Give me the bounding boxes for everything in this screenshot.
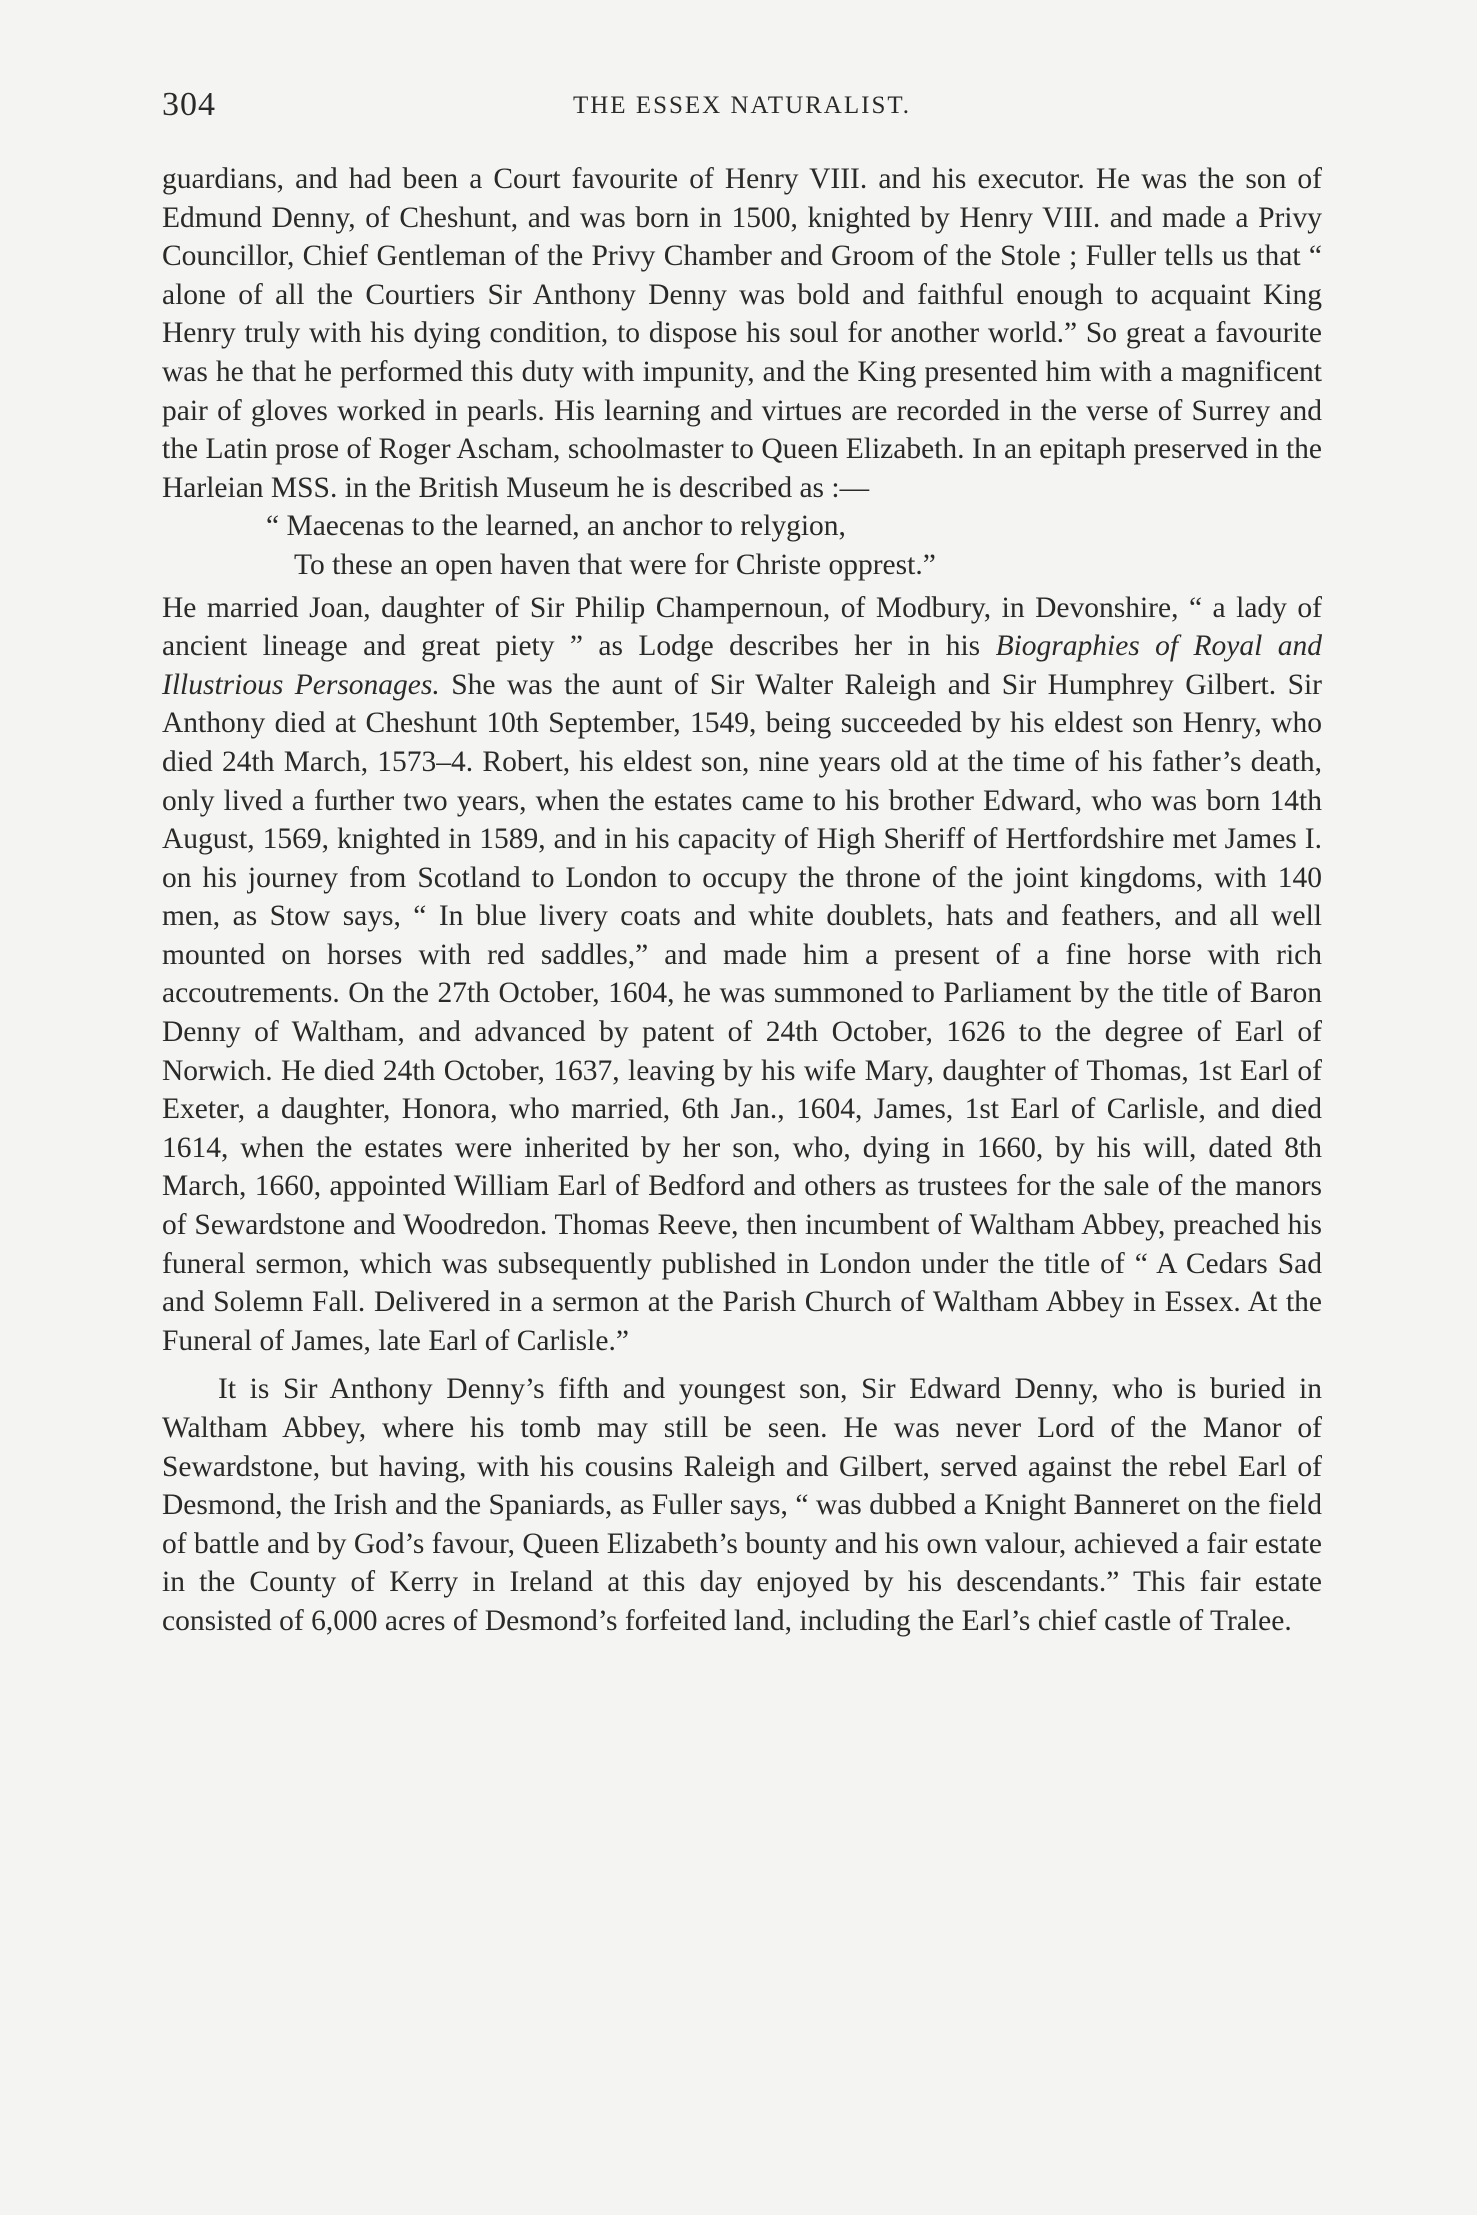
book-title: Biographies of Royal and Illustrious Personages. [162,630,1322,701]
epitaph-quote [162,507,1322,584]
paragraph-3: It is Sir Anthony Denny’s fifth and youngest son, Sir Edward Denny, who is buried in Waltham Abbey, where his tomb may still be seen. He was never Lord of the Manor of Sewardstone, but having, with his cousins Raleigh and Gilbert, served against the rebel Earl of Desmond, the Irish and the Spaniards, as Fuller says, “ was dubbed a Knight Banneret on the field of battle and by God’s favour, Queen Elizabeth’s bounty and his own valour, achieved a fair estate in the County of Kerry in Ireland at this day enjoyed by his descendants.” This fair estate consisted of 6,000 acres of Desmond’s forfeited land, including the Earl’s chief castle of Tralee. [162,1373,1322,1637]
page-header [162,86,1322,132]
body-text [162,160,1322,1641]
paragraph-2-rest: She was the aunt of Sir Walter Raleigh and Sir Humphrey Gilbert. Sir Anthony died at Cheshunt 10th September, 1549, being succeeded by his eldest son Henry, who died 24th March, 1573–4. Robert, his eldest son, nine years old at the time of his father’s death, only lived a further two years, when the estates came to his brother Edward, who was born 14th August, 1569, knighted in 1589, and in his capacity of High Sheriff of Hertfordshire met James I. on his journey from Scotland to London to occupy the throne of the joint kingdoms, with 140 men, as Stow says, “ In blue livery coats and white doublets, hats and feathers, and all well mounted on horses with red saddles,” and made him a present of a fine horse with rich accoutrements. On the 27th October, 1604, he was summoned to Parliament by the title of Baron Denny of Waltham, and advanced by patent of 24th October, 1626 to the degree of Earl of Norwich. He died 24th October, 1637, leaving by his wife Mary, daughter of Thomas, 1st Earl of Exeter, a daughter, Honora, who married, 6th Jan., 1604, James, 1st Earl of Carlisle, and died 1614, when the estates were inherited by her son, who, dying in 1660, by his will, dated 8th March, 1660, appointed William Earl of Bedford and others as trustees for the sale of the manors of Sewardstone and Woodredon. Thomas Reeve, then incumbent of Waltham Abbey, preached his funeral sermon, which was subsequently published in London under the title of “ A Cedars Sad and Solemn Fall. Delivered in a sermon at the Parish Church of Waltham Abbey in Essex. At the Funeral of James, late Earl of Carlisle.” [162,668,1322,1357]
page-number: 304 [162,86,216,123]
quote-line-2: To these an open haven that were for Christe opprest.” [294,548,936,581]
paragraph-1: guardians, and had been a Court favourite of Henry VIII. and his executor. He was the son of Edmund Denny, of Cheshunt, and was born in 1500, knighted by Henry VIII. and made a Privy Councillor, Chief Gentleman of the Privy Chamber and Groom of the Stole ; Fuller tells us that “ alone of all the Courtiers Sir Anthony Denny was bold and faithful enough to acquaint King Henry truly with his dying condition, to dispose his soul for another world.” So great a favourite was he that he performed this duty with impunity, and the King presented him with a magnificent pair of gloves worked in pearls. His learning and virtues are recorded in the verse of Surrey and the Latin prose of Roger Ascham, schoolmaster to Queen Elizabeth. In an epitaph preserved in the Harleian MSS. in the British Museum he is described as :— [162,163,1322,504]
paragraph-2 [162,589,1322,1361]
running-title: THE ESSEX NATURALIST. [572,92,912,119]
paragraph-2-start: He married Joan, daughter of Sir Philip Champernoun, of Modbury, in Devonshire, “ a lady of ancient lineage and great piety ” as Lodge describes her in his [162,591,1322,663]
quote-line-1: “ Maecenas to the learned, an anchor to relygion, [266,510,846,543]
